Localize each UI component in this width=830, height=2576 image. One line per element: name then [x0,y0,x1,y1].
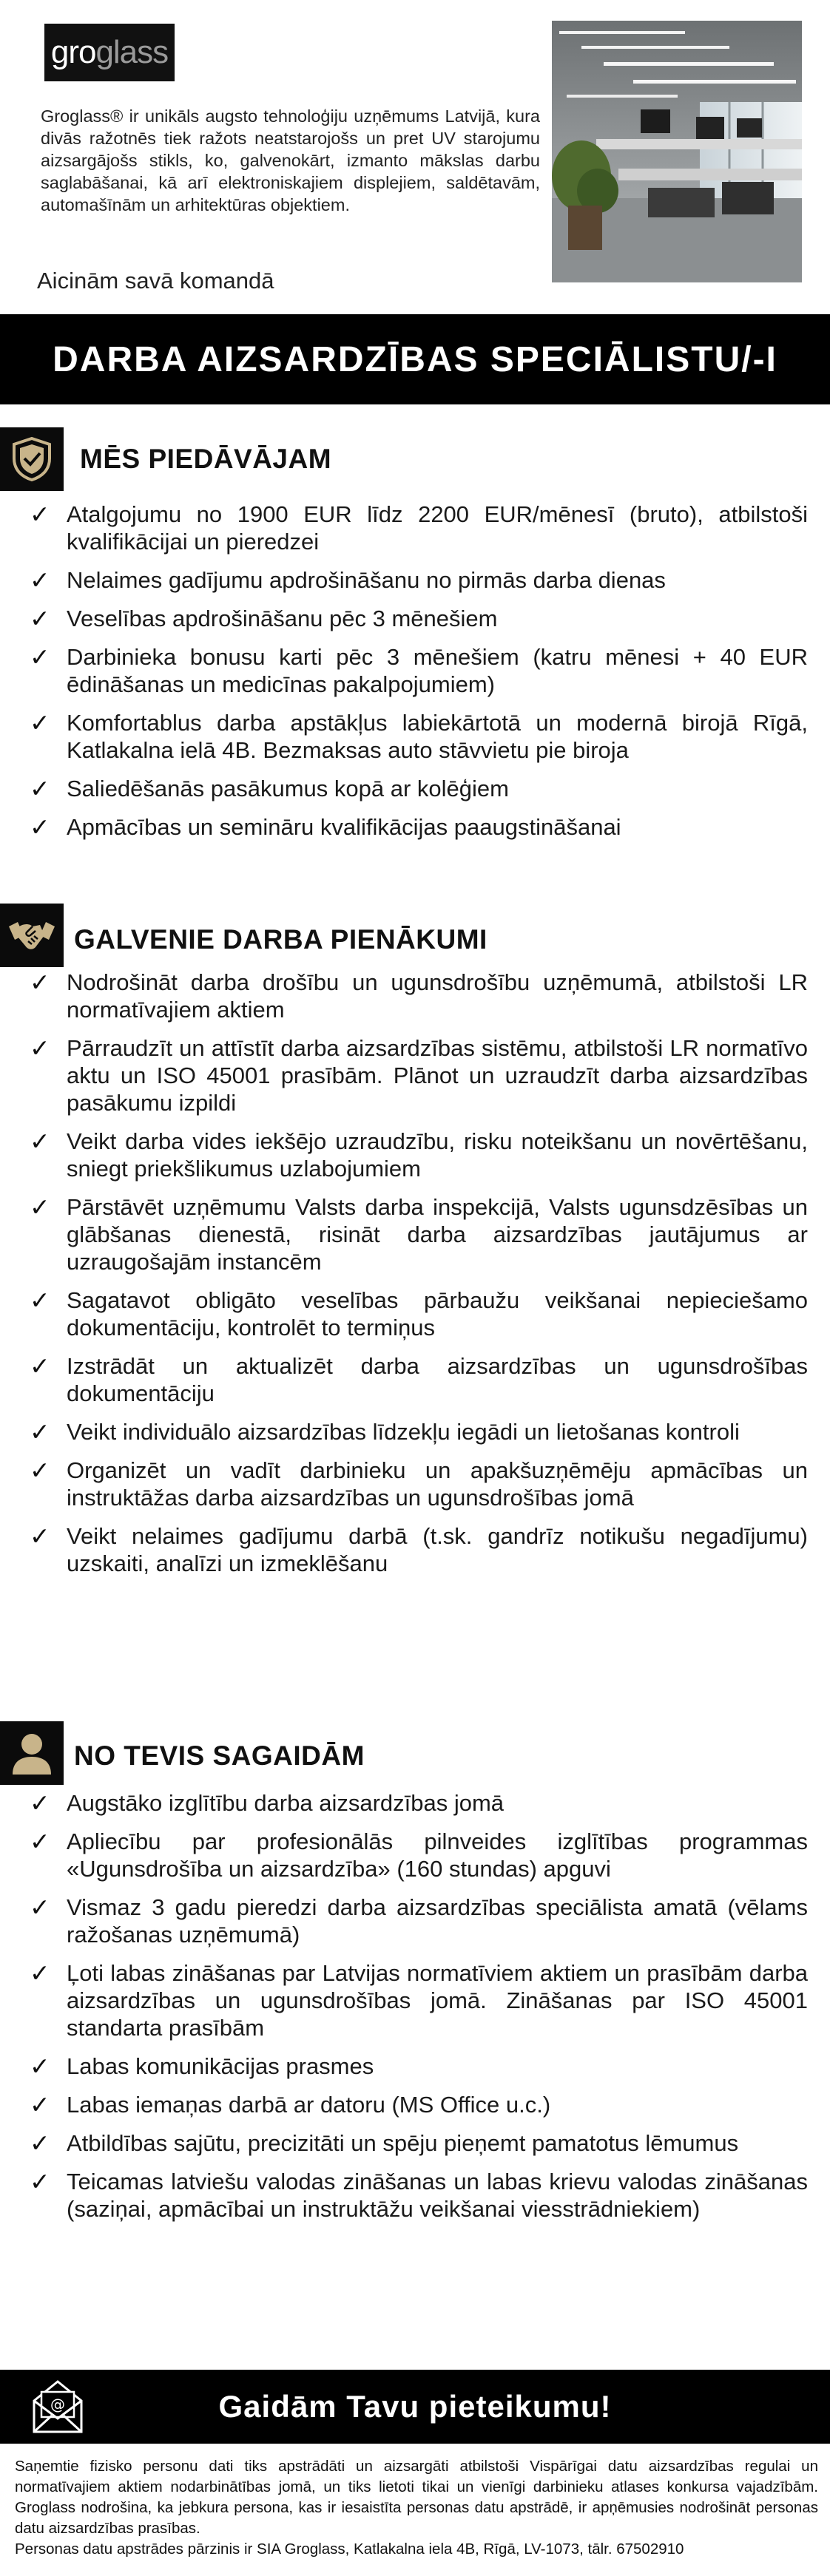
list-item: ✓ Labas komunikācijas prasmes [30,2053,374,2080]
check-icon: ✓ [30,643,50,671]
check-icon: ✓ [30,1522,50,1550]
check-icon: ✓ [30,1894,50,1921]
list-item: ✓ Augstāko izglītību darba aizsardzības jomā [30,1789,505,1817]
list-item: ✓ Veikt individuālo aizsardzības līdzekļu iegādi un lietošanas kontroli [30,1418,740,1445]
list-item: ✓ Veikt darba vides iekšējo uzraudzību, risku noteikšanu un novērtēšanu, sniegt priekšlikumus uzlabojumiem [30,1128,808,1182]
company-logo [44,24,175,81]
list-item: ✓ Saliedēšanās pasākumus kopā ar kolēģiem [30,775,509,802]
list-item: ✓ Veselības apdrošināšanu pēc 3 mēnešiem [30,605,498,632]
svg-text:@: @ [50,2396,65,2413]
check-icon: ✓ [30,1828,50,1855]
privacy-notice: Saņemtie fizisko personu dati tiks apstrādāti un aizsargāti atbilstoši Vispārīgai datu aizsardzības regulai un normatīvajiem aktiem nodarbinātības jomā, un tiks lietoti tikai un vienīgi darbinieku atlases konkursa vajadzībām. Groglass nodrošina, ka jebkura persona, kas ir iesaistīta personas datu apstrādē, ir apņēmusies nodrošināt personas datu aizsardzības prasības. [15,2458,818,2537]
list-item: ✓ Vismaz 3 gadu pieredzi darba aizsardzības speciālista amatā (vēlams ražošanas uzņēmumā) [30,1894,808,1948]
check-icon: ✓ [30,1034,50,1062]
list-item: ✓ Atbildības sajūtu, precizitāti un spēju pieņemt pamatotus lēmumus [30,2129,739,2157]
list-item: ✓ Veikt nelaimes gadījumu darbā (t.sk. gandrīz notikušu negadījumu) uzskaiti, analīzi un izmeklēšanu [30,1522,808,1576]
list-item: ✓ Labas iemaņas darbā ar datoru (MS Office u.c.) [30,2091,551,2118]
check-icon: ✓ [30,1418,50,1445]
check-icon: ✓ [30,1352,50,1380]
list-item: ✓ Apmācības un semināru kvalifikācijas paaugstināšanai [30,813,621,841]
offer-list [28,501,808,852]
check-icon: ✓ [30,1457,50,1484]
cta-text: Gaidām Tavu pieteikumu! [218,2389,612,2424]
check-icon: ✓ [30,1128,50,1155]
cta-bar [0,2370,830,2444]
requirements-list [28,1789,808,2234]
company-intro: Groglass® ir unikāls augsto tehnoloģiju uzņēmums Latvijā, kura divās ražotnēs tiek ražots neatstarojošs un pret UV starojumu aizsargājošs stikls, ko, galvenokārt, izmanto mākslas darbu saglabāšanai, kā arī elektroniskajiem displejiem, saldētavām, automašīnām un arhitektūras objektiem. [41,106,540,214]
list-item: ✓ Nelaimes gadījumu apdrošināšanu no pirmās darba dienas [30,566,666,594]
list-item: ✓ Komfortablus darba apstākļus labiekārtotā un modernā birojā Rīgā, Katlakalna ielā 4B. Bezmaksas auto stāvvietu pie biroja [30,709,808,763]
logo-text-glass: glass [95,34,169,70]
check-icon: ✓ [30,1789,50,1817]
data-controller-notice: Personas datu apstrādes pārzinis ir SIA Groglass, Katlakalna iela 4B, Rīgā, LV-1073, tālr. 67502910 [15,2541,684,2558]
shield-icon [0,427,64,491]
check-icon: ✓ [30,775,50,802]
handshake-icon [0,904,64,967]
check-icon: ✓ [30,813,50,841]
list-item: ✓ Ļoti labas zināšanas par Latvijas normatīviem aktiem un prasībām darba aizsardzības un ugunsdrošības jomā. Zināšanas par ISO 45001 standarta prasībām [30,1959,808,2041]
duties-heading: GALVENIE DARBA PIENĀKUMI [74,924,487,955]
list-item: ✓ Darbinieka bonusu karti pēc 3 mēnešiem (katru mēnesi + 40 EUR ēdināšanas un medicīnas pakalpojumiem) [30,643,808,697]
list-item: ✓ Sagatavot obligāto veselības pārbaužu veikšanai nepieciešamo dokumentāciju, kontrolēt to termiņus [30,1287,808,1340]
list-item: ✓ Organizēt un vadīt darbinieku un apakšuzņēmēju apmācības un instruktāžas darba aizsardzības un ugunsdrošības jomā [30,1457,808,1511]
position-title-bar [0,314,830,404]
list-item: ✓ Pārraudzīt un attīstīt darba aizsardzības sistēmu, atbilstoši LR normatīvo aktu un ISO 45001 prasībām. Plānot un uzraudzīt darba aizsardzības pasākumu izpildi [30,1034,808,1116]
check-icon: ✓ [30,501,50,528]
mail-icon [28,2376,87,2438]
person-icon [0,1721,64,1785]
check-icon: ✓ [30,709,50,736]
office-photo [552,21,802,282]
check-icon: ✓ [30,605,50,632]
check-icon: ✓ [30,969,50,996]
logo-text-gro: gro [50,34,96,70]
position-title: DARBA AIZSARDZĪBAS SPECIĀLISTU/-I [53,339,777,379]
list-item: ✓ Teicamas latviešu valodas zināšanas un labas krievu valodas zināšanas (saziņai, apmācībai un instruktāžu veikšanai viesstrādniekiem) [30,2168,808,2222]
list-item: ✓ Izstrādāt un aktualizēt darba aizsardzības un ugunsdrošības dokumentāciju [30,1352,808,1406]
list-item: ✓ Nodrošināt darba drošību un ugunsdrošību uzņēmumā, atbilstoši LR normatīvajiem aktiem [30,969,808,1023]
check-icon: ✓ [30,1959,50,1987]
check-icon: ✓ [30,1193,50,1221]
list-item: ✓ Atalgojumu no 1900 EUR līdz 2200 EUR/mēnesī (bruto), atbilstoši kvalifikācijai un pieredzei [30,501,808,555]
list-item: ✓ Apliecību par profesionālās pilnveides izglītības programmas «Ugunsdrošība un aizsardzība» (160 stundas) apguvi [30,1828,808,1882]
check-icon: ✓ [30,2168,50,2195]
check-icon: ✓ [30,2053,50,2080]
invite-text: Aicinām savā komandā [37,268,274,294]
duties-list [28,969,808,1588]
check-icon: ✓ [30,1287,50,1314]
check-icon: ✓ [30,2129,50,2157]
check-icon: ✓ [30,566,50,594]
requirements-heading: NO TEVIS SAGAIDĀM [74,1741,365,1771]
list-item: ✓ Pārstāvēt uzņēmumu Valsts darba inspekcijā, Valsts ugunsdzēsības un glābšanas dienestā, risināt darba aizsardzības jautājumus ar uzraugošajām instancēm [30,1193,808,1275]
check-icon: ✓ [30,2091,50,2118]
offer-heading: MĒS PIEDĀVĀJAM [80,444,332,474]
